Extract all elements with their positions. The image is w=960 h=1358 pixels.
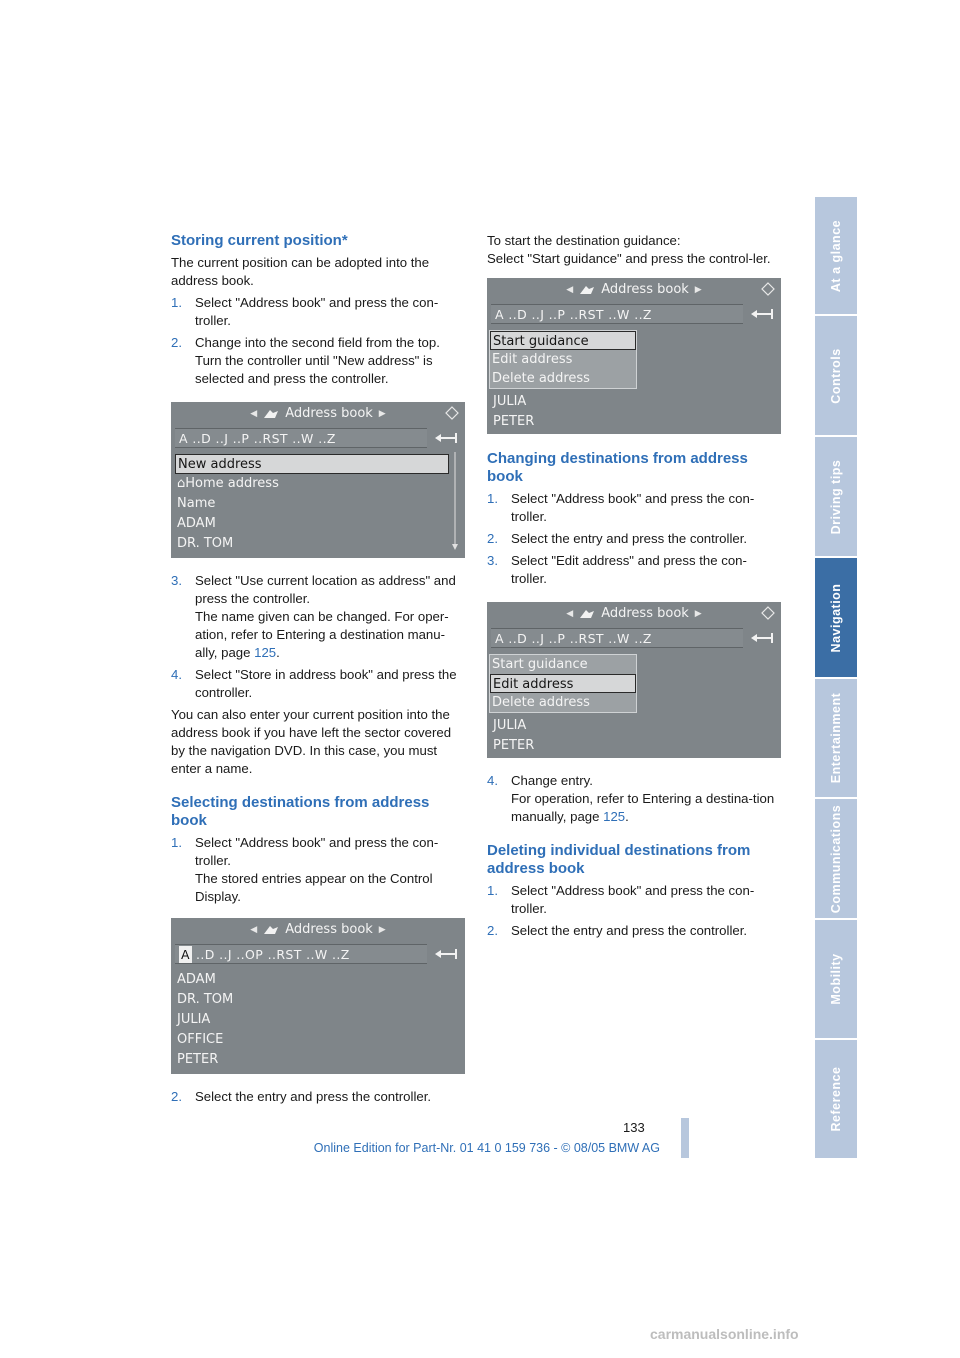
back-icon (431, 428, 459, 448)
list-item: ADAM (177, 972, 216, 987)
section-title-storing-position: Storing current position* (171, 232, 348, 249)
step-number: 1. (171, 295, 182, 310)
menu-item: Delete address (492, 371, 590, 386)
back-icon (747, 628, 775, 648)
step-text: Select "Address book" and press the con-troller. (511, 883, 755, 916)
tab-communications[interactable] (815, 799, 857, 920)
screen-title: Address book (601, 282, 689, 297)
options-icon (761, 606, 775, 620)
step-text: Change into the second field from the top. Turn the controller until "New address" is selected and press the controller. (195, 335, 440, 386)
screen-title: Address book (601, 606, 689, 621)
step-number: 1. (171, 835, 182, 850)
screen-title-bar (487, 602, 781, 626)
paragraph: To start the destination guidance: (487, 233, 681, 248)
list-item: PETER (493, 738, 535, 753)
step-number: 1. (487, 491, 498, 506)
right-column (487, 232, 781, 944)
list-item (171, 834, 465, 906)
tab-mobility[interactable] (815, 920, 857, 1040)
step-text: Select "Address book" and press the con-troller. (511, 491, 755, 524)
options-icon (445, 406, 459, 420)
step-number: 2. (171, 335, 182, 350)
step-text: The stored entries appear on the Control Display. (195, 871, 433, 904)
screen-title: Address book (285, 922, 373, 937)
list-item (487, 772, 781, 826)
screen-title-bar (487, 278, 781, 302)
list-item: PETER (177, 1052, 219, 1067)
alphabet-selected-letter: A (181, 947, 190, 962)
list-item (487, 530, 781, 548)
list-item (487, 490, 781, 526)
list-item (171, 572, 465, 662)
popup-menu (489, 330, 637, 389)
list-item: OFFICE (177, 1032, 224, 1047)
arrow-right-icon: ▶ (378, 925, 386, 935)
list-item-selected: New address (175, 454, 449, 474)
list-item (171, 1088, 465, 1106)
watermark: carmanualsonline.info (650, 1326, 799, 1342)
step-text: Select the entry and press the controller. (511, 923, 748, 938)
tab-label: Controls (829, 347, 843, 404)
step-number: 2. (487, 531, 498, 546)
address-list (491, 716, 761, 756)
list-item (171, 334, 465, 388)
back-icon (431, 944, 459, 964)
menu-item: Edit address (492, 352, 573, 367)
list-item (487, 552, 781, 588)
chapter-tabs (815, 197, 857, 1160)
list-item (487, 922, 781, 940)
menu-item: Start guidance (492, 657, 588, 672)
tab-entertainment[interactable] (815, 679, 857, 799)
section-title-changing-destinations: Changing destinations from address book (487, 450, 748, 485)
list-item (171, 666, 465, 702)
list-item: DR. TOM (177, 992, 234, 1007)
step-number: 4. (171, 667, 182, 682)
address-list (175, 454, 449, 554)
paragraph: You can also enter your current position into the address book if you have left the sector covered by the navigation DVD. In this case, you must enter a name. (171, 707, 452, 776)
alphabet-bar: A ..D ..J ..P ..RST ..W ..Z (491, 628, 743, 648)
section-title-deleting-destinations: Deleting individual destinations from address book (487, 842, 751, 877)
address-list (175, 970, 445, 1070)
arrow-right-icon: ▶ (378, 409, 386, 419)
scrollbar-icon (451, 452, 459, 552)
arrow-right-icon: ▶ (694, 609, 702, 619)
menu-item: Delete address (492, 695, 590, 710)
step-number: 2. (171, 1089, 182, 1104)
alphabet-rest: ..D ..J ..OP ..RST ..W ..Z (195, 947, 350, 962)
arrow-left-icon: ◀ (250, 925, 258, 935)
step-text: Select "Edit address" and press the con-troller. (511, 553, 747, 586)
step-number: 1. (487, 883, 498, 898)
step-number: 3. (487, 553, 498, 568)
step-number: 3. (171, 573, 182, 588)
tab-label: Mobility (829, 953, 843, 1005)
tab-label: Driving tips (829, 459, 843, 534)
screen-new-address (171, 402, 465, 558)
step-text: Select the entry and press the controller. (195, 1089, 432, 1104)
tab-driving-tips[interactable] (815, 437, 857, 558)
back-icon (747, 304, 775, 324)
step-text: Change entry. (511, 773, 593, 788)
page-marker (681, 1118, 689, 1158)
page-number: 133 (623, 1120, 645, 1135)
arrow-right-icon: ▶ (694, 285, 702, 295)
tab-label: Communications (829, 804, 843, 913)
alphabet-bar (175, 944, 427, 964)
address-book-icon (263, 924, 279, 936)
arrow-left-icon: ◀ (250, 409, 258, 419)
screen-start-guidance (487, 278, 781, 434)
period: . (276, 645, 280, 660)
list-item: DR. TOM (177, 536, 234, 551)
address-book-icon (263, 408, 279, 420)
page-link[interactable]: 125 (603, 809, 626, 824)
step-text: Select "Use current location as address" and press the controller. (195, 573, 456, 606)
page-link[interactable]: 125 (254, 645, 277, 660)
alphabet-bar: A ..D ..J ..P ..RST ..W ..Z (491, 304, 743, 324)
step-number: 4. (487, 773, 498, 788)
tab-label: Reference (829, 1066, 843, 1132)
tab-label: Navigation (829, 583, 843, 652)
alphabet-bar: A ..D ..J ..P ..RST ..W ..Z (175, 428, 427, 448)
paragraph: The current position can be adopted into the address book. (171, 255, 430, 288)
step-text: Select "Address book" and press the con-troller. (195, 295, 439, 328)
list-item: ADAM (177, 516, 216, 531)
list-item: JULIA (177, 1012, 211, 1027)
address-book-icon (579, 608, 595, 620)
screen-title-bar (171, 918, 465, 942)
section-title-selecting-destinations: Selecting destinations from address book (171, 794, 430, 829)
step-text: Select "Address book" and press the con-troller. (195, 835, 439, 868)
list-item: JULIA (493, 718, 527, 733)
menu-item-selected: Start guidance (490, 331, 636, 350)
tab-label: Entertainment (829, 692, 843, 784)
list-item: ⌂Home address (177, 476, 279, 491)
tab-navigation[interactable] (815, 558, 857, 679)
step-text: Select "Store in address book" and press the controller. (195, 667, 457, 700)
paragraph: Select "Start guidance" and press the control-ler. (487, 251, 771, 266)
left-column (171, 232, 465, 1110)
list-item: PETER (493, 414, 535, 429)
step-text: Select the entry and press the controller. (511, 531, 748, 546)
screen-title-bar (171, 402, 465, 426)
list-item (171, 294, 465, 330)
screen-edit-address (487, 602, 781, 758)
step-text: The name given can be changed. For oper-ation, refer to Entering a destination manu-ally, page (195, 609, 449, 660)
menu-item-selected: Edit address (490, 674, 636, 693)
arrow-left-icon: ◀ (566, 285, 574, 295)
tab-at-a-glance[interactable] (815, 197, 857, 316)
address-list (491, 392, 761, 432)
options-icon (761, 282, 775, 296)
step-text: For operation, refer to Entering a destina-tion manually, page (511, 791, 775, 824)
tab-label: At a glance (829, 219, 843, 292)
list-item: JULIA (493, 394, 527, 409)
popup-menu (489, 654, 637, 713)
arrow-left-icon: ◀ (566, 609, 574, 619)
period: . (625, 809, 629, 824)
address-book-icon (579, 284, 595, 296)
tab-reference[interactable] (815, 1040, 857, 1160)
list-item: Name (177, 496, 216, 511)
step-number: 2. (487, 923, 498, 938)
list-item (487, 882, 781, 918)
tab-controls[interactable] (815, 316, 857, 437)
screen-address-list (171, 918, 465, 1074)
screen-title: Address book (285, 406, 373, 421)
footer-edition-note: Online Edition for Part-Nr. 01 41 0 159 736 - © 08/05 BMW AG (313, 1141, 660, 1155)
